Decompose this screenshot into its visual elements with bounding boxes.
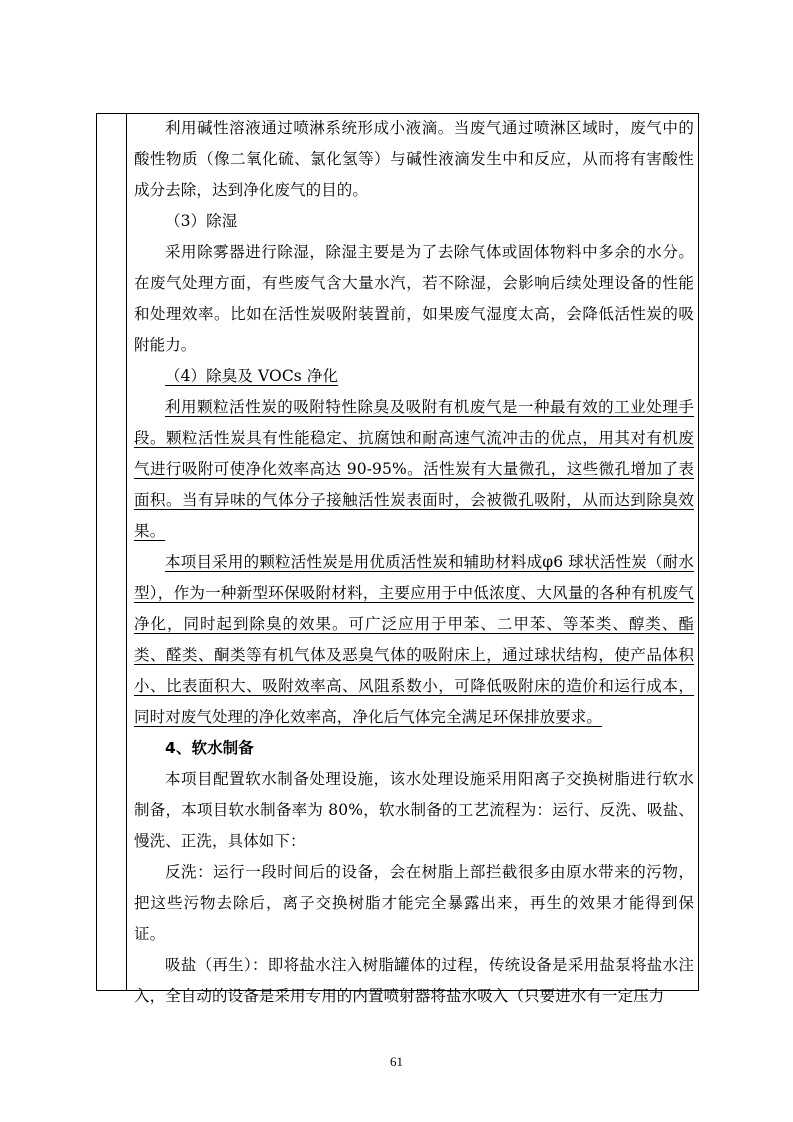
paragraph-backwash: 反洗：运行一段时间后的设备，会在树脂上部拦截很多由原水带来的污物，把这些污物去除后，离子交换树脂才能完全暴露出来，再生的效果才能得到保证。 [134, 863, 694, 943]
subheading-deodor-vocs [134, 361, 694, 392]
paragraph-alkaline-spray: 利用碱性溶液通过喷淋系统形成小液滴。当废气通过喷淋区域时，废气中的酸性物质（像二氧化硫、氯化氢等）与碱性液滴发生中和反应，从而将有害酸性成分去除，达到净化废气的目的。 [134, 119, 694, 199]
section-heading-soft-water: 4、软水制备 [165, 739, 254, 757]
paragraph-spherical-carbon [134, 547, 694, 733]
paragraph-activated-carbon [134, 392, 694, 547]
paragraph-soft-water-intro: 本项目配置软水制备处理设施，该水处理设施采用阳离子交换树脂进行软水制备，本项目软水制备率为 80%，软水制备的工艺流程为：运行、反洗、吸盐、慢洗、正洗，具体如下： [134, 770, 694, 850]
table-content-cell [134, 113, 694, 1012]
paragraph-spherical-carbon-text: 本项目采用的颗粒活性炭是用优质活性炭和辅助材料成φ6 球状活性炭（耐水型），作为一种新型环保吸附材料，主要应用于中低浓度、大风量的各种有机废气净化，同时起到除臭的效果。可广泛应用于甲苯、二甲苯、等苯类、醇类、酯类、醛类、酮类等有机气体及恶臭气体的吸附床上，通过球状结构，使产品体积小、比表面积大、吸附效率高、风阻系数小，可降低吸附床的造价和运行成本，同时对废气处理的净化效率高，净化后气体完全满足环保排放要求。 [134, 553, 694, 726]
subheading-dehumidify: （3）除湿 [165, 212, 238, 230]
subheading-deodor-vocs-text: （4）除臭及 VOCs 净化 [165, 367, 339, 385]
page-number: 61 [390, 1054, 403, 1069]
paragraph-dehumidify: 采用除雾器进行除湿，除湿主要是为了去除气体或固体物料中多余的水分。在废气处理方面，有些废气含大量水汽，若不除湿，会影响后续处理设备的性能和处理效率。比如在活性炭吸附装置前，如果废气湿度太高，会降低活性炭的吸附能力。 [134, 243, 694, 354]
paragraph-activated-carbon-text: 利用颗粒活性炭的吸附特性除臭及吸附有机废气是一种最有效的工业处理手段。颗粒活性炭具有性能稳定、抗腐蚀和耐高速气流冲击的优点，用其对有机废气进行吸附可使净化效率高达 90-95%。活性炭有大量微孔，这些微孔增加了表面积。当有异味的气体分子接触活性炭表面时，会被微孔吸附，从而达到除臭效果。 [134, 398, 694, 540]
paragraph-salt-suction: 吸盐（再生）：即将盐水注入树脂罐体的过程，传统设备是采用盐泵将盐水注入，全自动的设备是采用专用的内置喷射器将盐水吸入（只要进水有一定压力 [134, 956, 694, 1005]
table-column-divider [126, 113, 127, 991]
